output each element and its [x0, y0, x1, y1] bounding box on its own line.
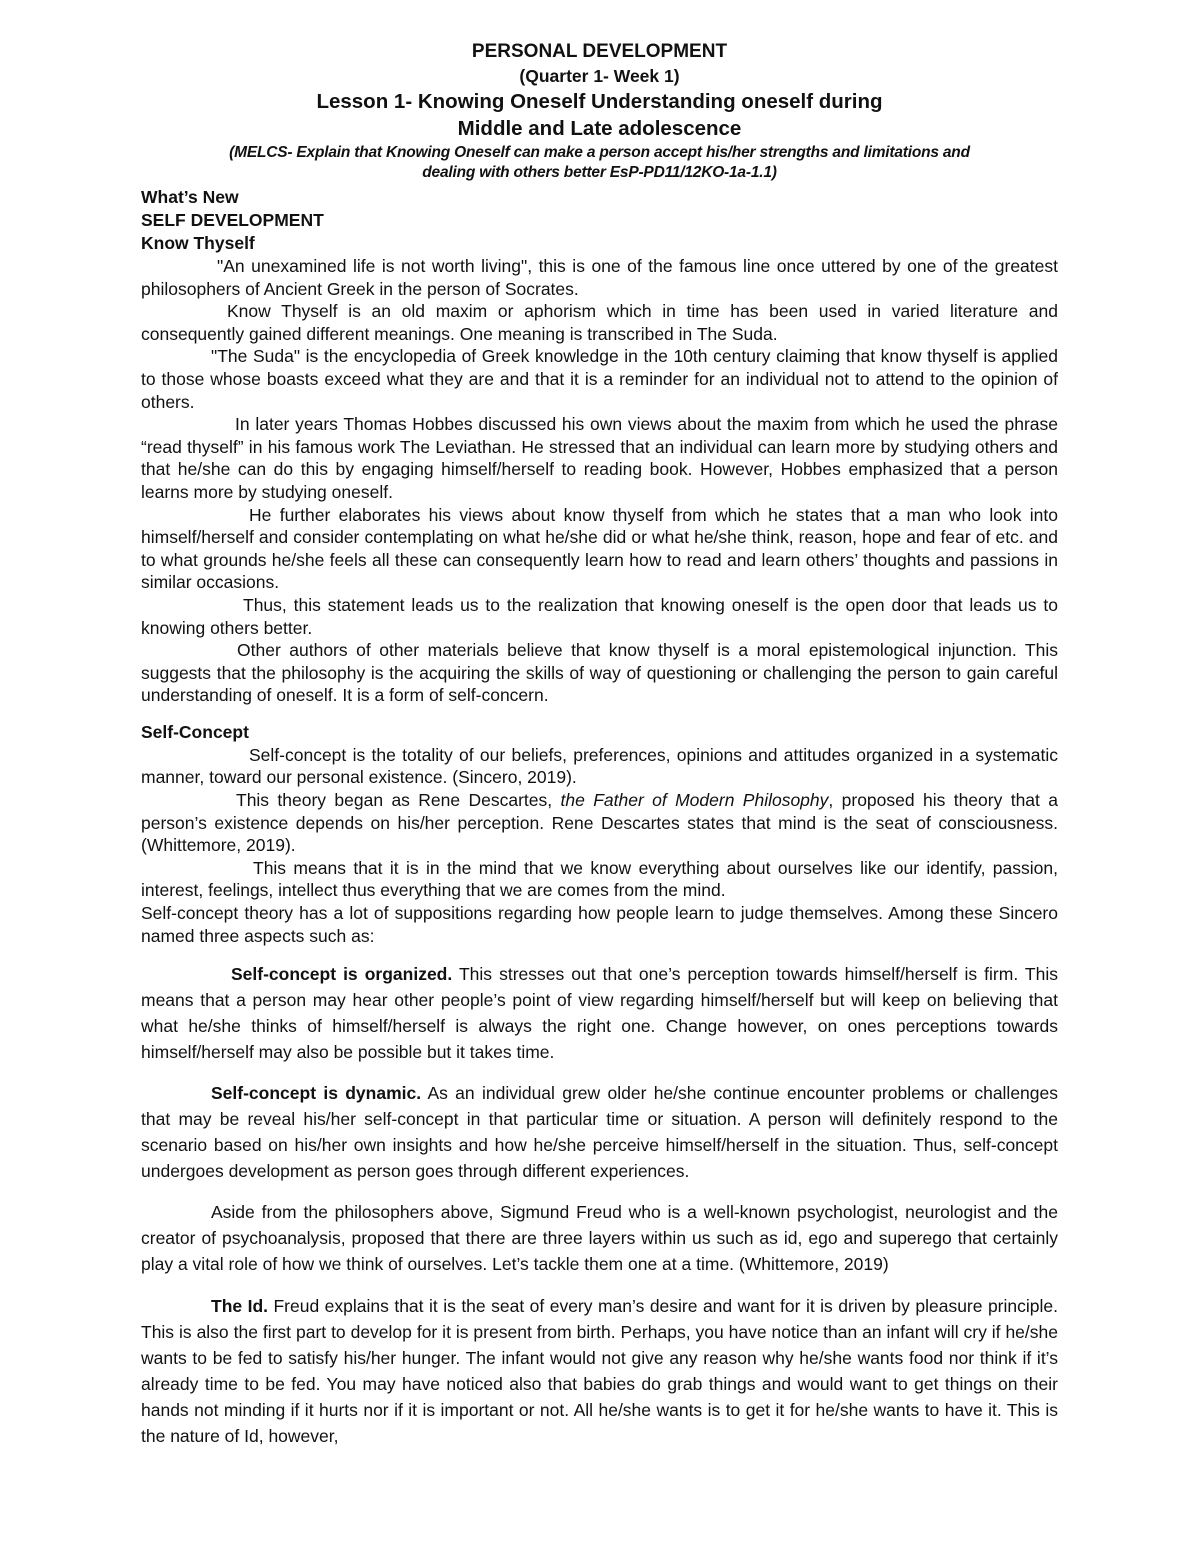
paragraph-text: This stresses out that one’s perception towards himself/herself is firm. This means that a person may hear other people’s point of view regarding himself/herself but will keep on believing that what he/she thinks of himself/herself is always the right one. Change however, on ones perceptions towards himself/herself may also be possible but it takes time.	[141, 964, 1058, 1063]
paragraph: Other authors of other materials believe that know thyself is a moral epistemological injunction. This suggests that the philosophy is the acquiring the skills of way of questioning or challenging the person to gain careful understanding of oneself. It is a form of self-concern.	[141, 640, 1058, 706]
paragraph: He further elaborates his views about know thyself from which he states that a man who look into himself/herself and consider contemplating on what he/she did or what he/she think, reason, hope and fear of etc. and to what grounds he/she feels all these can consequently learn how to read and learn others’ thoughts and passions in similar occasions.	[141, 504, 1058, 593]
paragraph-text: Freud explains that it is the seat of every man’s desire and want for it is driven by pleasure principle. This is also the first part to develop for it is present from birth. Perhaps, you have notice than an infant will cry if he/she wants to be fed to satisfy his/her hunger. The infant would not give any reason why he/she wants food nor think if it’s already time to be fed. You may have noticed also that babies do grab things and would want to get things on their hands not minding if it hurts nor if it is important or not. All he/she wants is to get it for he/she wants to have it. This is the nature of Id, however,	[141, 1296, 1058, 1447]
paragraph: "The Suda" is the encyclopedia of Greek knowledge in the 10th century claiming that know thyself is applied to those whose boasts exceed what they are and that it is a reminder for an individual not to attend to the opinion of others.	[141, 346, 1058, 412]
paragraph: Know Thyself is an old maxim or aphorism which in time has been used in varied literature and consequently gained different meanings. One meaning is transcribed in The Suda.	[141, 301, 1058, 344]
self-development-heading: SELF DEVELOPMENT	[141, 210, 324, 230]
lesson-title-line2: Middle and Late adolescence	[457, 117, 742, 140]
paragraph-organized	[141, 961, 1058, 1065]
paragraph: Self-concept theory has a lot of suppositions regarding how people learn to judge themselves. Among these Sincero named three aspects such as:	[141, 903, 1058, 946]
quarter-label: (Quarter 1- Week 1)	[519, 66, 680, 86]
bold-lead: Self-concept is organized.	[231, 964, 453, 985]
paragraph: In later years Thomas Hobbes discussed his own views about the maxim from which he used the phrase “read thyself” in his famous work The Leviathan. He stressed that an individual can learn more by studying others and that he/she can do this by engaging himself/herself to reading book. However, Hobbes emphasized that a person learns more by studying oneself.	[141, 414, 1058, 502]
paragraph-text: As an individual grew older he/she continue encounter problems or challenges that may be reveal his/her self-concept in that particular time or situation. A person will definitely respond to the scenario based on his/her own insights and how he/she perceive himself/herself in the situation. Thus, self-concept undergoes development as person goes through different experiences.	[141, 1083, 1059, 1182]
melcs-line2: dealing with others better EsP-PD11/12KO-1a-1.1)	[422, 164, 777, 181]
know-thyself-heading: Know Thyself	[141, 233, 255, 253]
document-page	[141, 40, 1058, 1449]
document-title: PERSONAL DEVELOPMENT	[471, 41, 728, 62]
italic-phrase: the Father of Modern Philosophy	[560, 790, 829, 811]
paragraph: Thus, this statement leads us to the realization that knowing oneself is the open door that leads us to knowing others better.	[141, 594, 1058, 638]
paragraph-text: , proposed his theory that a person’s existence depends on his/her perception. Rene Descartes states that mind is the seat of consciousness. (Whittemore, 2019).	[141, 790, 1058, 856]
self-concept-heading: Self-Concept	[141, 721, 249, 742]
lesson-title-line1: Lesson 1- Knowing Oneself Understanding oneself during	[316, 90, 883, 113]
melcs-line1: (MELCS- Explain that Knowing Oneself can make a person accept his/her strengths and limitations and	[229, 144, 970, 161]
paragraph: This means that it is in the mind that we know everything about ourselves like our identify, passion, interest, feelings, intellect thus everything that we are comes from the mind.	[141, 857, 1058, 901]
bold-lead: Self-concept is dynamic.	[211, 1083, 422, 1104]
paragraph: Self-concept is the totality of our beliefs, preferences, opinions and attitudes organized in a systematic manner, toward our personal existence. (Sincero, 2019).	[141, 744, 1058, 788]
paragraph-text: This theory began as Rene Descartes,	[236, 790, 561, 811]
paragraph-id	[141, 1293, 1058, 1449]
paragraph-freud: Aside from the philosophers above, Sigmund Freud who is a well-known psychologist, neurologist and the creator of psychoanalysis, proposed that there are three layers within us such as id, ego and superego that certainly play a vital role of how we think of ourselves. Let’s tackle them one at a time. (Whittemore, 2019)	[141, 1202, 1058, 1275]
aspects-body	[141, 961, 1058, 1449]
bold-lead: The Id.	[211, 1296, 268, 1317]
paragraph	[141, 789, 1058, 857]
paragraph: "An unexamined life is not worth living", this is one of the famous line once uttered by one of the greatest philosophers of Ancient Greek in the person of Socrates.	[141, 256, 1058, 299]
self-concept-body	[141, 744, 1058, 947]
know-thyself-body	[141, 255, 1058, 707]
whats-new-heading: What’s New	[141, 187, 239, 207]
paragraph-dynamic	[141, 1080, 1058, 1184]
